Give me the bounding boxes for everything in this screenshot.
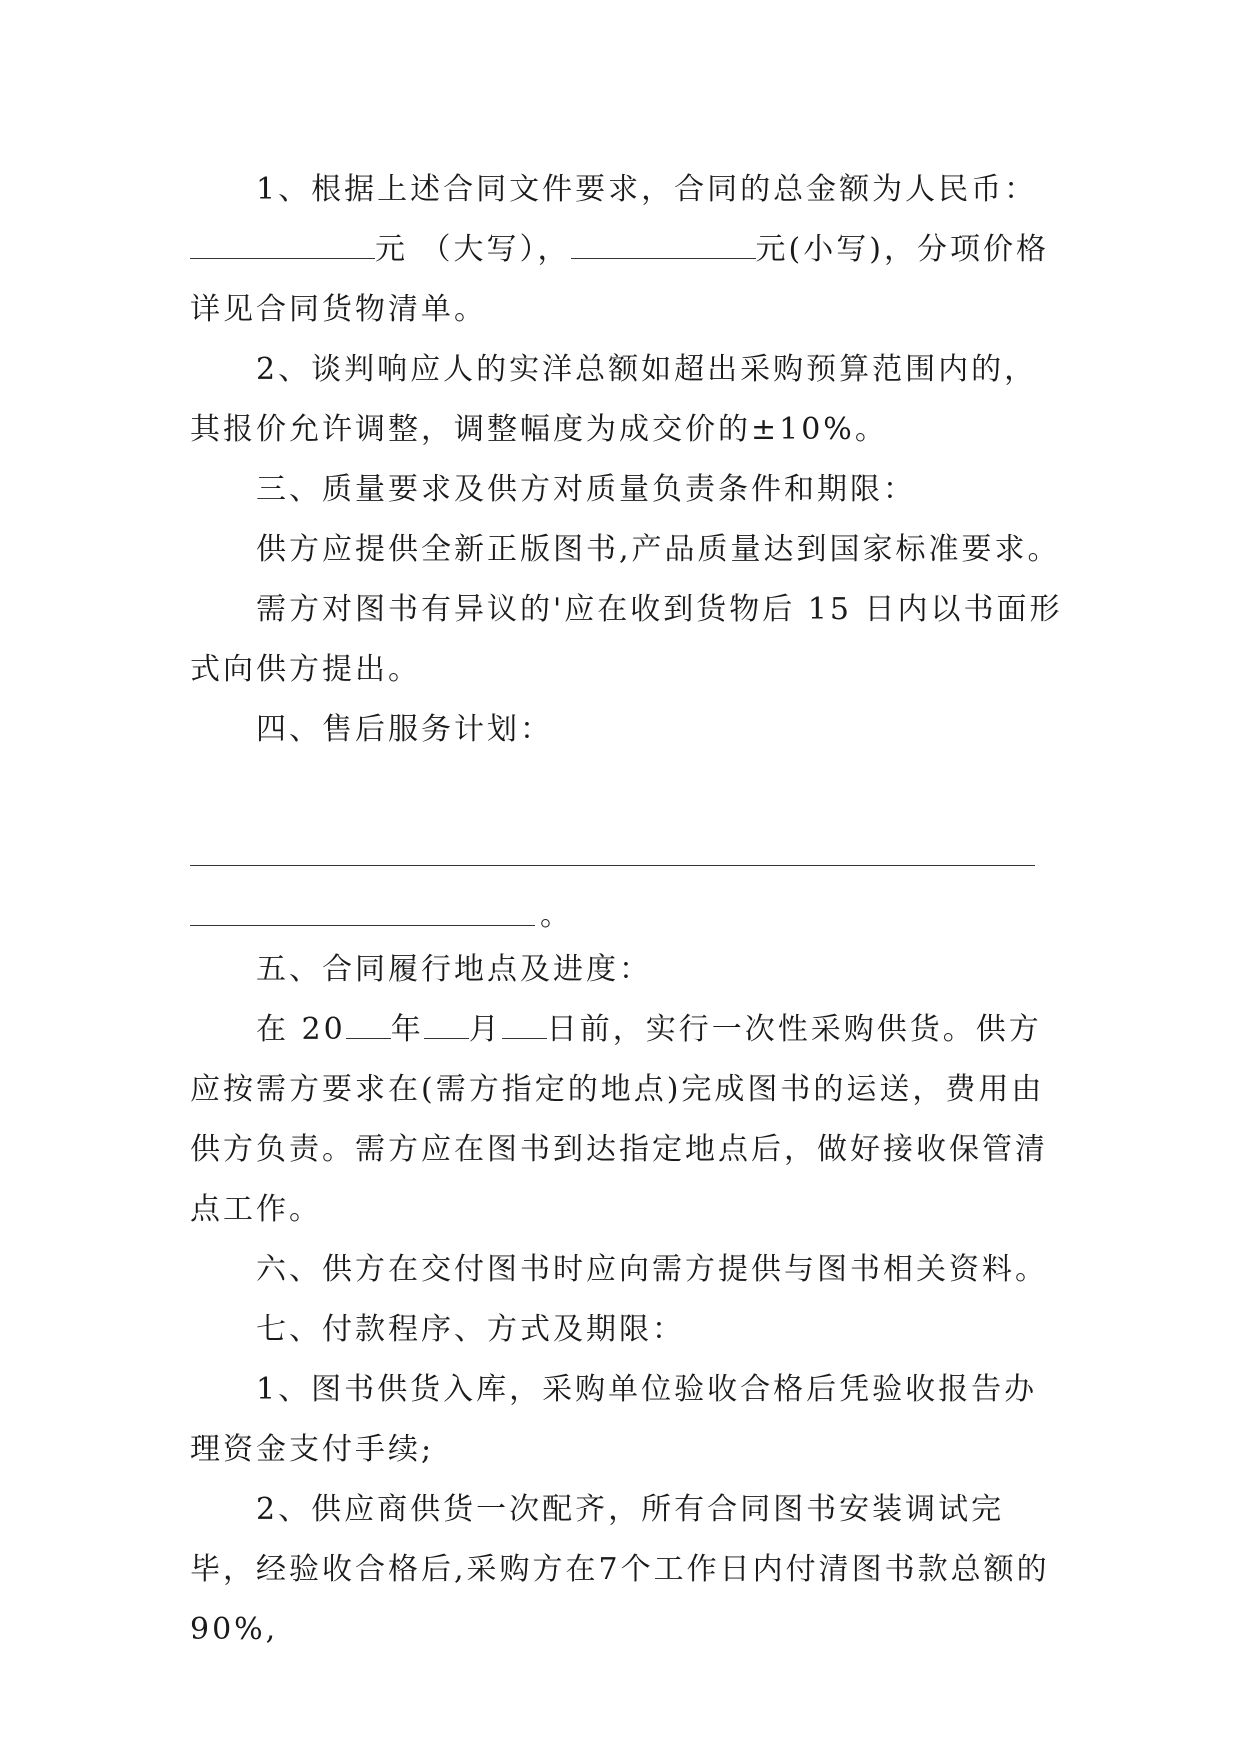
clause-total-amount [190,160,1065,340]
section-after-sales-heading: 四、售后服务计划： [256,712,553,747]
blank-line-period: 。 [540,898,570,933]
year-label: 年 [390,1012,424,1047]
total-amount-prefix: 1、根据上述合同文件要求，合同的总金额为人民币： [256,172,1038,207]
fill-in-rule [190,865,1035,866]
spacer [190,760,1065,820]
amount-words-suffix: 元 （大写）， [375,232,571,267]
after-sales-blank-line-2 [190,880,1065,940]
after-sales-blank-line-1 [190,820,1065,880]
delivery-text: 日前，实行一次性采购供货。供方应按需方要求在(需方指定的地点)完成图书的运送，费用由供方负责。需方应在图书到达指定地点后，做好接收保管清点工作。 [190,1012,1048,1227]
year-blank [346,1010,391,1039]
amount-figures-blank [571,230,756,259]
month-blank [424,1010,469,1039]
amount-figures-suffix: 元(小写)，分项价格详见合同货物清单。 [190,232,1049,327]
clause-delivery-schedule [190,1000,1065,1240]
clause-price-adjust: 2、谈判响应人的实洋总额如超出采购预算范围内的，其报价允许调整，调整幅度为成交价的±10%。 [190,352,1038,447]
clause-quality-standard: 供方应提供全新正版图书,产品质量达到国家标准要求。 [256,532,1061,567]
month-label: 月 [468,1012,502,1047]
document-page [190,160,1065,1660]
date-prefix: 在 20 [256,1012,346,1047]
clause-objection: 需方对图书有异议的'应在收到货物后 15 日内以书面形式向供方提出。 [190,592,1063,687]
day-blank [502,1010,547,1039]
section-payment-heading: 七、付款程序、方式及期限： [256,1312,685,1347]
clause-payment-2: 2、供应商供货一次配齐，所有合同图书安装调试完毕，经验收合格后,采购方在7个工作日内付清图书款总额的90%, [190,1492,1050,1647]
section-place-progress-heading: 五、合同履行地点及进度： [256,952,652,987]
clause-payment-1: 1、图书供货入库，采购单位验收合格后凭验收报告办理资金支付手续; [190,1372,1038,1467]
section-quality-heading: 三、质量要求及供方对质量负责条件和期限： [256,472,916,507]
clause-documents: 六、供方在交付图书时应向需方提供与图书相关资料。 [256,1252,1048,1287]
amount-words-blank [190,230,375,259]
fill-in-rule [190,925,535,926]
